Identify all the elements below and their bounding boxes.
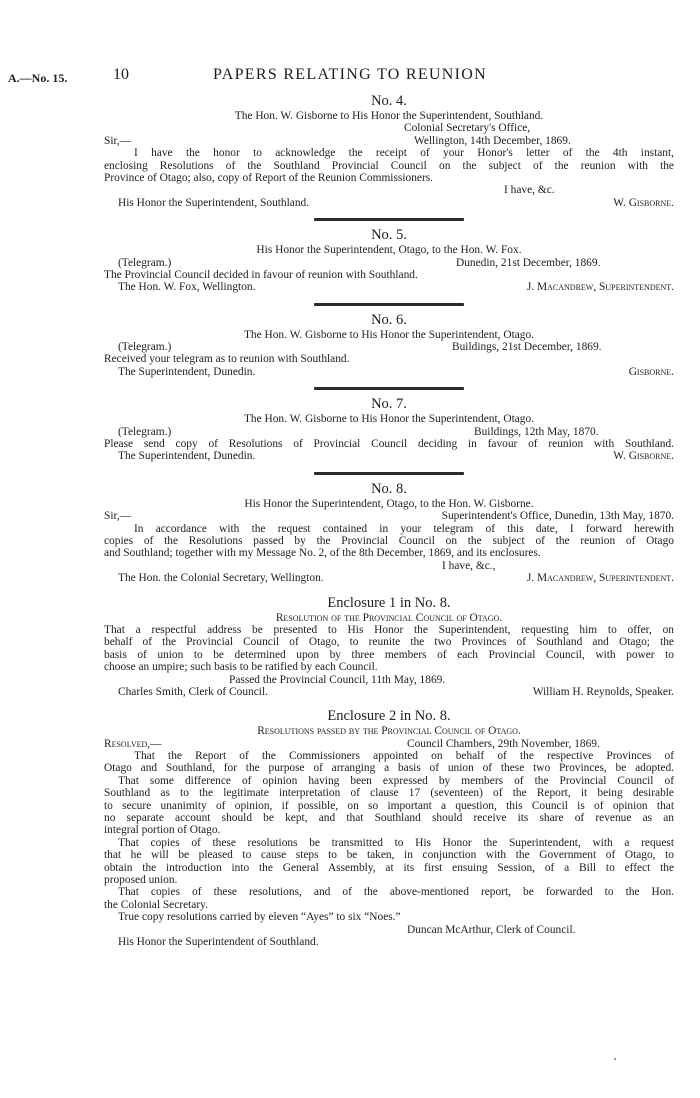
letter-body-line: Received your telegram as to reunion with Southland.: [104, 353, 350, 366]
section-divider: [314, 472, 464, 475]
section-divider: [314, 218, 464, 221]
letter-addressee: The Hon. the Colonial Secretary, Wellington.: [118, 572, 324, 585]
letter-signature: J. Macandrew, Superintendent.: [526, 281, 674, 294]
letter-signature: Gisborne.: [628, 365, 674, 378]
letter-no-8: [104, 481, 674, 585]
enclosure-heading: Enclosure 2 in No. 8.: [327, 708, 451, 725]
letter-body-line: I have the honor to acknowledge the receipt of your Honor's letter of the 4th instant,: [134, 147, 674, 160]
letter-from-to: His Honor the Superintendent, Otago, to the Hon. W. Gisborne.: [244, 497, 534, 510]
letter-closing: I have, &c.: [504, 184, 555, 197]
letter-body-line: The Provincial Council decided in favour of reunion with Southland.: [104, 268, 418, 281]
telegram-label: (Telegram.): [118, 341, 172, 354]
letter-body-line: Province of Otago; also, copy of Report of the Reunion Commissioners.: [104, 171, 434, 184]
letter-heading: No. 8.: [371, 480, 407, 497]
telegram-label: (Telegram.): [118, 256, 172, 269]
letter-no-7: [104, 396, 674, 463]
letter-body-line: Please send copy of Resolutions of Provincial Council deciding in favour of reunion with Southland.: [104, 438, 674, 451]
resolution-line: That a respectful address be presented to His Honor the Superintendent, requesting him to offer, on: [104, 623, 674, 636]
resolution-line: That copies of these resolutions be transmitted to His Honor the Superintendent, with a request: [118, 836, 674, 849]
letter-salutation: Sir,—: [104, 134, 132, 147]
letter-no-6: [104, 312, 674, 379]
enclosure-subheading: Resolution of the Provincial Council of Otago.: [275, 611, 503, 624]
enclosure-heading: Enclosure 1 in No. 8.: [327, 594, 451, 611]
running-title: PAPERS RELATING TO REUNION: [213, 66, 487, 83]
page-speck: [614, 1058, 616, 1060]
letter-body-line: and Southland; together with my Message No. 2, of the 8th December, 1869, and its enclosures.: [104, 547, 541, 560]
letter-heading: No. 7.: [371, 396, 407, 413]
letter-signature: W. Gisborne.: [613, 196, 674, 209]
resolution-line: choose an umpire; such basis to be ratified by each Council.: [104, 661, 378, 674]
letter-place-date: Dunedin, 21st December, 1869.: [456, 256, 601, 269]
clerk-signature: Duncan McArthur, Clerk of Council.: [407, 923, 576, 936]
letter-office: Colonial Secretary's Office,: [404, 122, 531, 135]
resolution-line: behalf of the Provincial Council of Otago, to reunite the two Provinces of Southland and Otago; the: [104, 636, 674, 649]
resolution-place-date: Council Chambers, 29th November, 1869.: [407, 737, 600, 750]
letter-no-4: [104, 93, 674, 209]
speaker-signature: William H. Reynolds, Speaker.: [532, 685, 674, 698]
letter-place-date: Buildings, 21st December, 1869.: [452, 341, 602, 354]
letter-addressee: The Superintendent, Dunedin.: [118, 365, 256, 378]
letter-heading: No. 5.: [371, 227, 407, 244]
letter-heading: No. 4.: [371, 93, 407, 109]
section-divider: [314, 387, 464, 390]
letter-from-to: The Hon. W. Gisborne to His Honor the Superintendent, Otago.: [243, 328, 535, 341]
enclosure-2: [104, 708, 674, 948]
letter-addressee: The Hon. W. Fox, Wellington.: [118, 281, 256, 294]
letter-from-to: His Honor the Superintendent, Otago, to the Hon. W. Fox.: [256, 244, 522, 257]
passed-note: Passed the Provincial Council, 11th May, 1869.: [229, 673, 446, 686]
resolution-line: the Colonial Secretary.: [104, 898, 208, 911]
true-copy-note: True copy resolutions carried by eleven “Ayes” to six “Noes.”: [118, 911, 401, 924]
resolution-line: that he will be pleased to cause steps to be taken, in conjunction with the Government of Otago, to: [104, 849, 674, 862]
letter-from-to: The Hon. W. Gisborne to His Honor the Superintendent, Otago.: [243, 413, 535, 426]
letter-body-line: In accordance with the request contained in your telegram of this date, I forward herewith: [134, 522, 674, 535]
letter-place-date: Buildings, 12th May, 1870.: [474, 425, 599, 438]
resolution-line: to secure unanimity of opinion, if possible, on so important a question, this Council is of opinion that: [104, 799, 674, 812]
page-header: [0, 68, 700, 88]
resolution-line: integral portion of Otago.: [104, 824, 221, 837]
section-divider: [314, 303, 464, 306]
enclosure-subheading: Resolutions passed by the Provincial Council of Otago.: [257, 725, 521, 738]
letter-addressee: The Superintendent, Dunedin.: [118, 450, 256, 463]
letter-no-5: [104, 227, 674, 294]
resolved-label: Resolved,—: [104, 737, 162, 750]
letter-from-to: The Hon. W. Gisborne to His Honor the Superintendent, Southland.: [234, 110, 544, 122]
resolution-line: That copies of these resolutions, and of the above-mentioned report, be forwarded to the Hon.: [118, 886, 674, 899]
letter-closing: I have, &c.,: [442, 559, 496, 572]
letter-addressee: His Honor the Superintendent, Southland.: [118, 196, 310, 209]
resolution-line: obtain the introduction into the General Assembly, at its first ensuing Session, of a Bill to effect the: [104, 861, 674, 874]
telegram-label: (Telegram.): [118, 425, 172, 438]
letter-signature: J. Macandrew, Superintendent.: [526, 572, 674, 585]
resolution-line: proposed union.: [104, 873, 178, 886]
page-number: 10: [113, 66, 129, 83]
letter-place-date: Wellington, 14th December, 1869.: [414, 134, 571, 147]
resolution-line: Southland as to the legitimate interpretation of clause 17 (seventeen) of the Report, it being desirable: [104, 787, 674, 800]
letter-body-line: enclosing Resolutions of the Southland Provincial Council on the subject of the reunion with the: [104, 159, 674, 172]
resolution-line: That some difference of opinion having been expressed by members of the Provincial Council of: [118, 774, 674, 787]
paper-reference: A.—No. 15.: [8, 71, 68, 85]
resolution-line: basis of union to be determined upon by three members of each Provincial Council, with power to: [104, 648, 674, 661]
letter-heading: No. 6.: [371, 311, 407, 328]
resolution-line: That the Report of the Commissioners appointed on behalf of the respective Provinces of: [134, 750, 674, 763]
resolution-line: Otago and Southland, for the purpose of arranging a basis of union of these two Provinces, be adopted.: [104, 762, 674, 775]
letter-place-date: Superintendent's Office, Dunedin, 13th May, 1870.: [441, 510, 674, 523]
letter-signature: W. Gisborne.: [613, 450, 674, 463]
enclosure-addressee: His Honor the Superintendent of Southland.: [118, 935, 319, 948]
clerk-signature: Charles Smith, Clerk of Council.: [118, 685, 268, 698]
letter-salutation: Sir,—: [104, 510, 132, 523]
enclosure-1: [104, 595, 674, 699]
resolution-line: no separate account should be kept, and that Southland should receive its share of revenue as an: [104, 812, 674, 825]
letter-body-line: copies of the Resolutions passed by the Provincial Council on the subject of the reunion of Otago: [104, 534, 674, 547]
document-body: [104, 91, 674, 948]
